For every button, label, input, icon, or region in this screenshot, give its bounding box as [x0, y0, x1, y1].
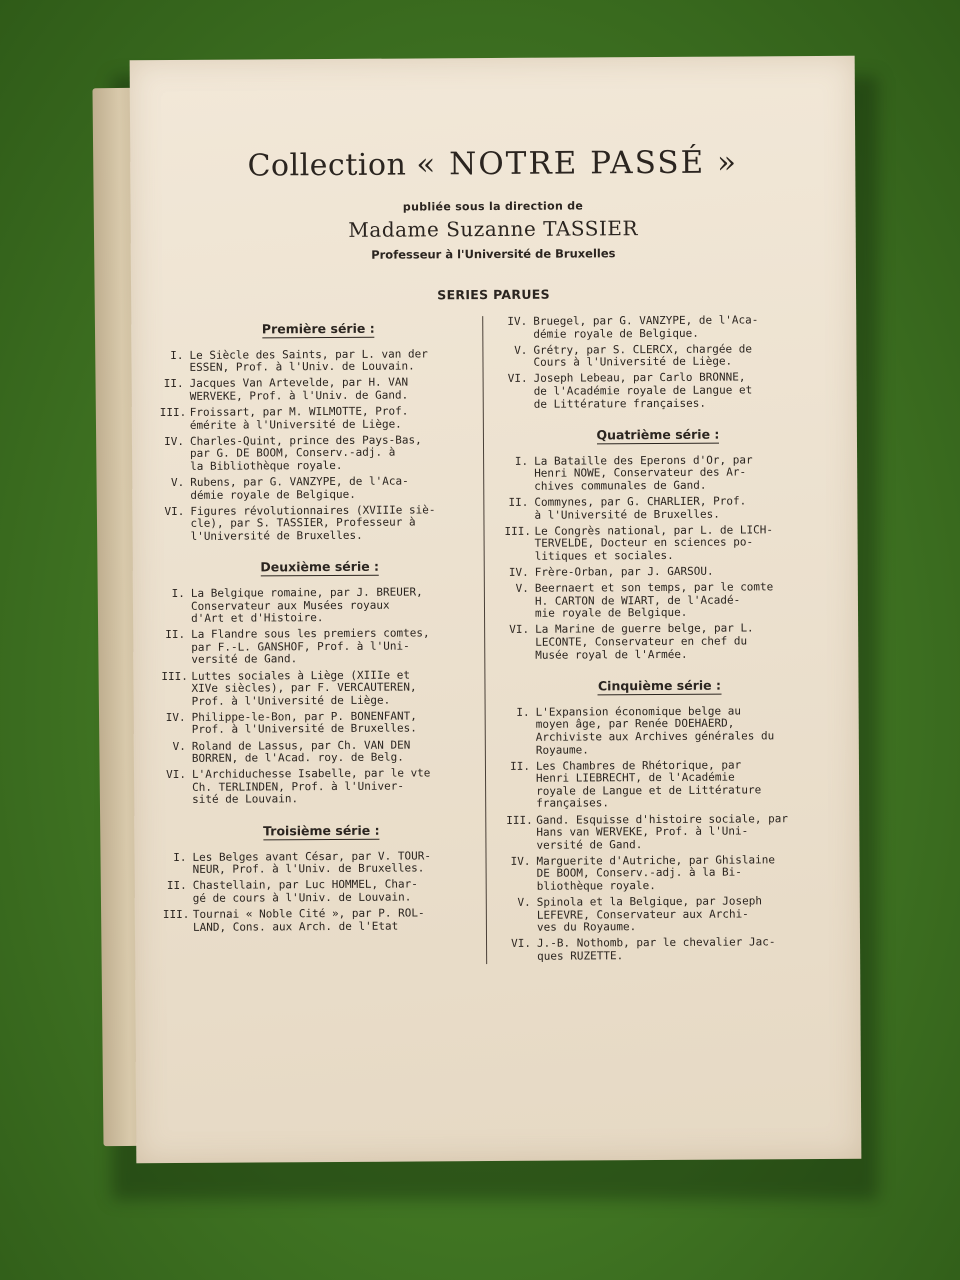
series-block — [504, 428, 813, 662]
entry-number: II. — [510, 759, 530, 773]
series-entry — [163, 907, 481, 934]
series-entry — [162, 710, 480, 737]
entry-text: Le Siècle des Saints, par L. van der ESSEN, Prof. à l'Univ. de Louvain. — [189, 347, 428, 375]
entry-number: V. — [517, 895, 531, 909]
entry-text: La Marine de guerre belge, par L. LECONTE, Conservateur en chef du Musée royal de l'Armée. — [535, 621, 754, 662]
entry-text: Bruegel, par G. VANZYPE, de l'Aca- démie royale de Belgique. — [533, 313, 759, 341]
entry-text: Joseph Lebeau, par Carlo BRONNE, de l'Académie royale de Langue et de Littérature françaises. — [533, 370, 753, 411]
entry-text: Roland de Lassus, par Ch. VAN DEN BORREN, de l'Acad. roy. de Belg. — [191, 738, 411, 765]
entry-text: Froissart, par M. WILMOTTE, Prof. émérite à l'Université de Liège. — [189, 404, 409, 432]
series-entry — [161, 669, 479, 709]
series-entry — [163, 878, 481, 905]
collection-title — [130, 144, 855, 184]
series-heading-label: Cinquième série : — [597, 677, 722, 694]
series-entry — [504, 495, 812, 522]
entry-number: II. — [163, 377, 184, 391]
entry-text: Rubens, par G. VANZYPE, de l'Aca- démie royale de Belgique. — [190, 474, 409, 502]
series-entry — [161, 586, 479, 626]
series-entry — [160, 405, 478, 432]
entry-text: Chastellain, par Luc HOMMEL, Char- gé de cours à l'Univ. de Louvain. — [192, 877, 418, 905]
series-heading-label: Première série : — [261, 320, 375, 337]
entry-text: Philippe-le-Bon, par P. BONENFANT, Prof. à l'Université de Bruxelles. — [191, 709, 417, 737]
series-heading-label: Troisième série : — [263, 822, 380, 839]
entry-text: La Flandre sous les premiers comtes, par F.-L. GANSHOF, Prof. à l'Uni- versité de Gand. — [191, 626, 430, 667]
entry-text: Le Congrès national, par L. de LICH- TERVELDE, Docteur en sciences po- litiques et sociales. — [534, 523, 773, 563]
entry-number: III. — [506, 813, 533, 827]
series-entry — [506, 759, 814, 811]
entry-number: II. — [165, 628, 186, 642]
book-back-cover — [130, 56, 862, 1163]
entry-number: V. — [515, 581, 529, 595]
series-entry — [505, 622, 813, 662]
entry-number: IV. — [507, 314, 528, 328]
entry-number: IV. — [510, 854, 531, 868]
entry-number: V. — [172, 739, 186, 753]
series-entry — [504, 454, 812, 494]
series-entry — [503, 343, 811, 370]
director-role: Professeur à l'Université de Bruxelles — [371, 246, 616, 262]
entry-number: VI. — [509, 623, 530, 637]
entry-number: VI. — [164, 504, 185, 518]
series-entry — [504, 524, 812, 564]
entry-text: Marguerite d'Autriche, par Ghislaine DE BOOM, Conserv.-adj. à la Bi- bliothèque royale. — [536, 853, 775, 893]
series-heading-label: Deuxième série : — [260, 559, 380, 575]
entry-number: IV. — [508, 565, 529, 579]
entry-text: L'Expansion économique belge au moyen âge, par Renée DOEHAERD, Archiviste aux Archives générales du Royaume. — [535, 704, 775, 757]
column-divider — [482, 316, 487, 964]
entry-text: Gand. Esquisse d'histoire sociale, par Hans van WERVEKE, Prof. à l'Uni- versité de Gand. — [536, 811, 788, 852]
entry-text: Spinola et la Belgique, par Joseph LEFEVRE, Conservateur aux Archi- ves du Royaume. — [536, 894, 762, 935]
entry-text: Grétry, par S. CLERCX, chargée de Cours à l'Université de Liège. — [533, 342, 752, 370]
directed-by-line: publiée sous la direction de — [402, 199, 584, 214]
entry-text: Tournai « Noble Cité », par P. ROL- LAND, Cons. aux Arch. de l'Etat — [192, 906, 425, 934]
entry-number: VI. — [507, 372, 528, 386]
series-heading — [504, 428, 812, 442]
series-block — [159, 322, 478, 543]
entry-text: J.-B. Nothomb, par le chevalier Jac- ques RUZETTE. — [537, 935, 776, 963]
entry-text: La Belgique romaine, par J. BREUER, Conservateur aux Musées royaux d'Art et d'Histoire. — [190, 585, 423, 626]
series-heading — [162, 824, 480, 839]
entry-text: Figures révolutionnaires (XVIIIe siè- cle), par S. TASSIER, Professeur à l'Université de Bruxelles. — [190, 502, 436, 543]
series-block — [161, 561, 480, 808]
title-main: « NOTRE PASSÉ » — [416, 144, 739, 183]
right-column — [503, 314, 815, 982]
entry-text: L'Archiduchesse Isabelle, par le vte Ch. TERLINDEN, Prof. à l'Univer- sité de Louvain. — [191, 766, 431, 807]
series-entry — [162, 850, 480, 877]
series-entry — [506, 705, 814, 757]
series-heading — [159, 322, 477, 337]
series-heading-label: Quatrième série : — [596, 426, 720, 443]
entry-text: La Bataille des Eperons d'Or, par Henri NOWE, Conservateur des Ar- chives communales de Gand. — [534, 453, 753, 493]
entry-text: Frère-Orban, par J. GARSOU. — [534, 564, 714, 579]
entry-number: II. — [166, 879, 187, 893]
entry-number: I. — [514, 454, 529, 468]
entry-number: VI. — [166, 768, 187, 782]
entry-text: Luttes sociales à Liège (XIIIe et XIVe siècles), par F. VERCAUTEREN, Prof. à l'Université de Liège. — [191, 668, 417, 708]
series-entry — [507, 895, 815, 935]
series-header: SERIES PARUES — [437, 286, 550, 303]
title-prefix: Collection — [247, 147, 407, 184]
series-entry — [160, 376, 478, 403]
series-entry — [506, 813, 814, 853]
series-heading — [161, 561, 479, 576]
entry-number: I. — [170, 348, 184, 362]
series-entry — [505, 565, 813, 579]
series-entry — [162, 767, 480, 807]
entry-number: III. — [161, 669, 188, 683]
series-entry — [504, 371, 812, 411]
entry-number: V. — [514, 343, 528, 357]
entry-text: Jacques Van Artevelde, par H. VAN WERVEKE, Prof. à l'Univ. de Gand. — [189, 375, 409, 403]
series-entry — [505, 581, 813, 621]
entry-number: I. — [171, 586, 185, 600]
entry-number: II. — [508, 495, 529, 509]
entry-number: III. — [159, 405, 187, 420]
series-entry — [503, 314, 811, 341]
entry-number: IV. — [165, 710, 186, 724]
continued-entries — [503, 314, 812, 411]
entry-number: III. — [504, 524, 532, 538]
series-entry — [160, 434, 478, 474]
series-entry — [162, 739, 480, 766]
series-entry — [160, 504, 478, 544]
series-heading — [505, 679, 813, 693]
entry-number: VI. — [511, 937, 532, 951]
entry-text: Beernaert et son temps, par le comte H. CARTON de WIART, de l'Acadé- mie royale de Belgique. — [534, 580, 774, 621]
left-column — [159, 322, 481, 953]
entry-text: Commynes, par G. CHARLIER, Prof. à l'Université de Bruxelles. — [534, 494, 747, 522]
series-entry — [159, 348, 477, 375]
series-entry — [161, 627, 479, 667]
entry-number: III. — [162, 907, 190, 922]
entry-text: Les Chambres de Rhétorique, par Henri LIEBRECHT, de l'Académie royale de Langue et de Littérature françaises. — [535, 758, 762, 811]
entry-number: IV. — [164, 434, 185, 448]
series-block — [505, 679, 815, 963]
series-block — [162, 824, 481, 934]
series-entry — [160, 475, 478, 502]
entry-number: I. — [516, 705, 530, 719]
entry-number: I. — [173, 850, 187, 864]
entry-text: Charles-Quint, prince des Pays-Bas, par G. DE BOOM, Conserv.-adj. à la Bibliothèque royale. — [189, 433, 422, 473]
entry-text: Les Belges avant César, par V. TOUR- NEUR, Prof. à l'Univ. de Bruxelles. — [192, 848, 431, 877]
director-name: Madame Suzanne TASSIER — [348, 216, 639, 242]
entry-number: V. — [170, 475, 185, 489]
series-entry — [507, 936, 815, 963]
series-entry — [507, 854, 815, 894]
